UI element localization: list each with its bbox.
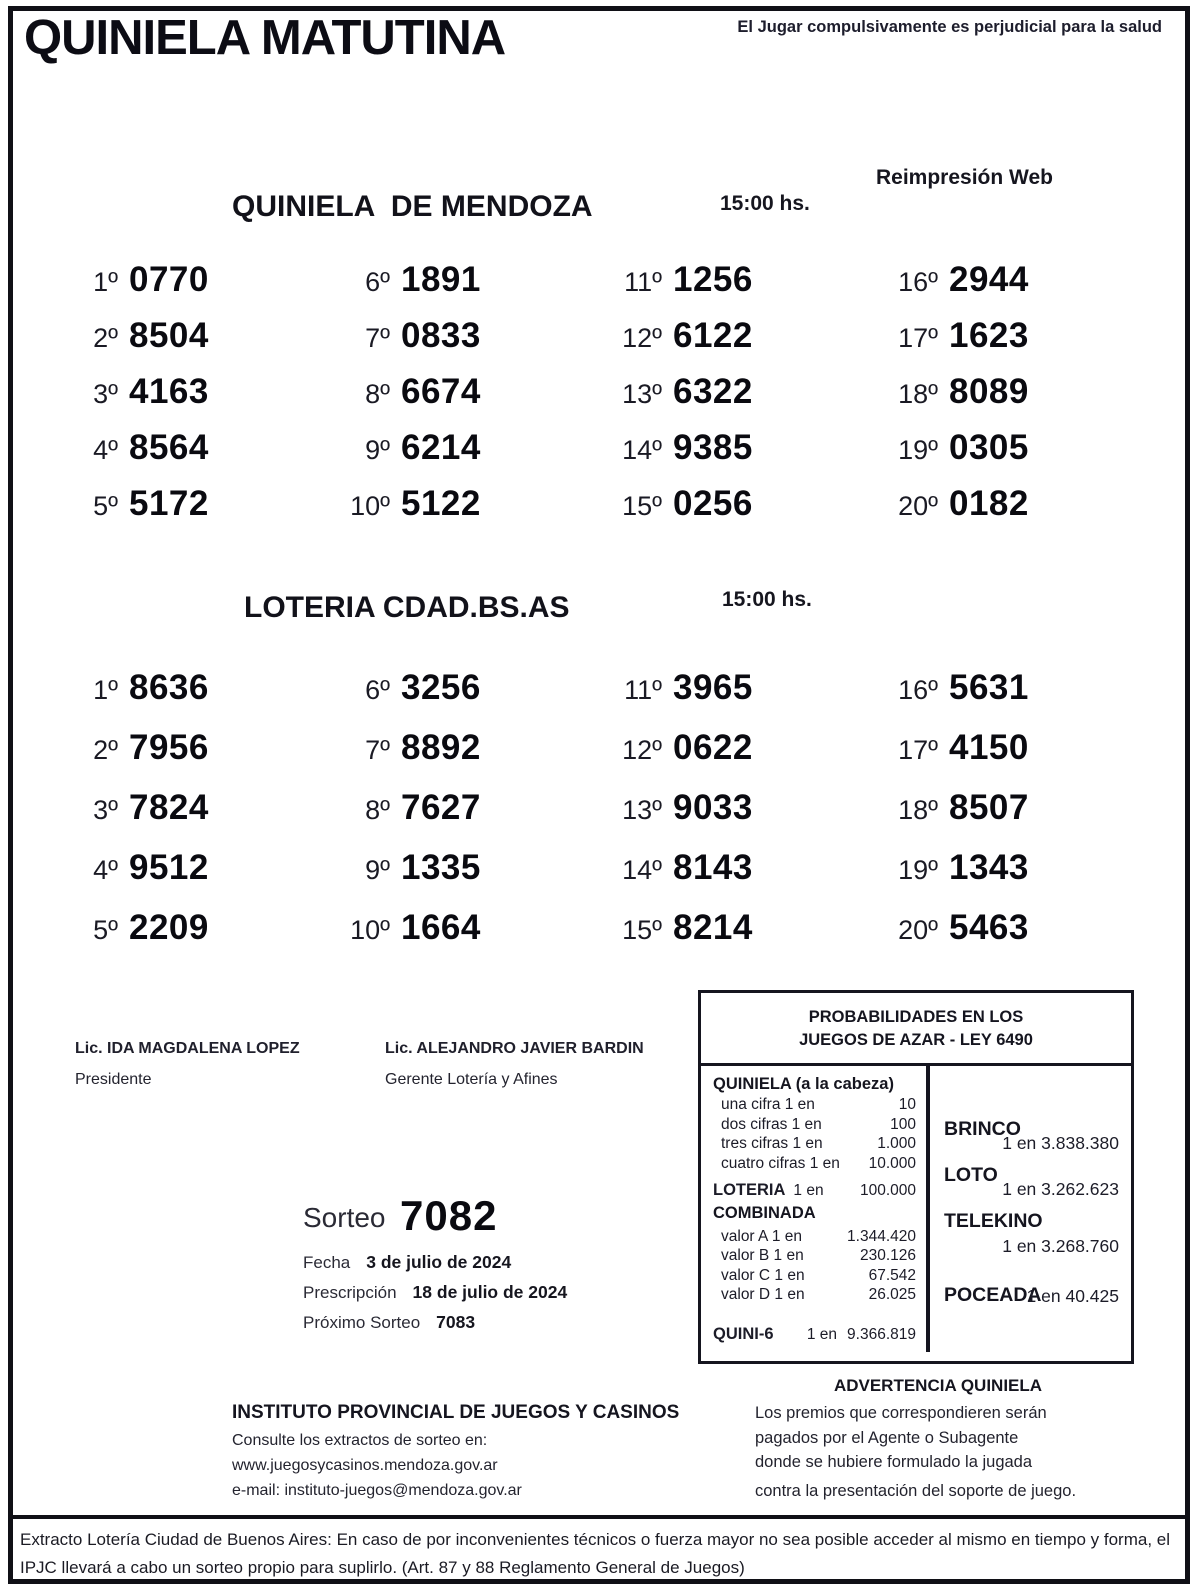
game-name: POCEADA: [944, 1284, 1042, 1306]
sorteo-proximo-row: [303, 1312, 567, 1342]
result-item: [62, 788, 334, 848]
result-position: 18º: [898, 795, 938, 825]
result-position: 16º: [898, 267, 938, 297]
quini6-odds-row: [713, 1325, 916, 1345]
result-item: [334, 260, 606, 316]
result-item: [606, 484, 882, 540]
result-number: 8564: [129, 428, 209, 467]
result-position: 20º: [898, 491, 938, 521]
result-position: 4º: [93, 855, 118, 885]
result-item: [882, 728, 1140, 788]
result-position: 2º: [93, 323, 118, 353]
odds-value: 67.542: [868, 1266, 916, 1284]
game-odds: 1 en 3.838.380: [1002, 1133, 1119, 1153]
results-column: [62, 668, 334, 968]
result-item: [882, 428, 1140, 484]
result-position: 12º: [622, 323, 662, 353]
result-position: 7º: [365, 323, 390, 353]
result-item: [62, 372, 334, 428]
result-position: 11º: [624, 267, 662, 297]
health-warning: El Jugar compulsivamente es perjudicial para la salud: [737, 18, 1162, 36]
result-number: 3965: [673, 668, 753, 707]
result-position: 6º: [365, 267, 390, 297]
advertencia-line: donde se hubiere formulado la jugada: [755, 1453, 1033, 1471]
result-position: 2º: [93, 735, 118, 765]
footer-divider: [8, 1515, 1190, 1519]
result-position: 9º: [365, 435, 390, 465]
results-column: [882, 668, 1140, 968]
result-number: 4163: [129, 372, 209, 411]
quini6-odds-value: 9.366.819: [847, 1325, 916, 1343]
result-item: [882, 848, 1140, 908]
sorteo-details: [303, 1252, 567, 1342]
odds-label: valor B 1 en: [721, 1247, 804, 1264]
result-number: 1891: [401, 260, 481, 299]
odds-value: 1.344.420: [847, 1227, 916, 1245]
loteria-odds-value: 100.000: [859, 1182, 916, 1199]
odds-value: 100: [890, 1115, 916, 1133]
draw-title-bsas: LOTERIA CDAD.BS.AS: [244, 591, 570, 624]
result-item: [334, 428, 606, 484]
sorteo-prescripcion-label: Prescripción: [303, 1283, 397, 1302]
results-column: [334, 668, 606, 968]
result-number: 1623: [949, 316, 1029, 355]
result-number: 6322: [673, 372, 753, 411]
quini6-odds-value-group: [797, 1325, 916, 1345]
odds-label: valor A 1 en: [721, 1227, 803, 1245]
result-number: 9033: [673, 788, 753, 827]
odds-label: valor D 1 en: [721, 1286, 805, 1303]
instituto-title: INSTITUTO PROVINCIAL DE JUEGOS Y CASINOS: [232, 1402, 680, 1423]
odds-row: [713, 1227, 916, 1247]
probabilities-body: [701, 1066, 1131, 1352]
result-position: 13º: [622, 795, 662, 825]
result-item: [606, 260, 882, 316]
result-number: 6674: [401, 372, 481, 411]
result-position: 5º: [93, 491, 118, 521]
odds-label: cuatro cifras 1 en: [721, 1154, 840, 1172]
result-number: 0305: [949, 428, 1029, 467]
result-item: [606, 728, 882, 788]
result-position: 6º: [365, 675, 390, 705]
draw-title-mendoza: QUINIELA DE MENDOZA: [232, 190, 593, 223]
odds-label: tres cifras 1 en: [721, 1135, 823, 1152]
result-item: [606, 908, 882, 968]
result-item: [606, 316, 882, 372]
result-item: [334, 668, 606, 728]
result-position: 4º: [93, 435, 118, 465]
result-position: 20º: [898, 915, 938, 945]
sorteo-label: Sorteo: [303, 1202, 386, 1233]
result-item: [62, 316, 334, 372]
sorteo-prescripcion-row: [303, 1282, 567, 1312]
result-item: [334, 908, 606, 968]
odds-label: dos cifras 1 en: [721, 1115, 822, 1133]
result-item: [882, 788, 1140, 848]
odds-row: [713, 1095, 916, 1115]
result-number: 0256: [673, 484, 753, 523]
official-manager: [385, 1040, 685, 1089]
result-position: 7º: [365, 735, 390, 765]
result-item: [606, 848, 882, 908]
result-item: [882, 668, 1140, 728]
quini6-odds-label: QUINI-6: [713, 1324, 774, 1343]
game-odds-loto: [944, 1164, 1119, 1210]
result-number: 8214: [673, 908, 753, 947]
game-odds: 1 en 3.262.623: [1002, 1179, 1119, 1199]
result-number: 8089: [949, 372, 1029, 411]
result-position: 3º: [93, 795, 118, 825]
result-number: 8892: [401, 728, 481, 767]
result-position: 17º: [898, 323, 938, 353]
result-number: 6214: [401, 428, 481, 467]
result-item: [62, 428, 334, 484]
advertencia-text: [755, 1401, 1135, 1503]
result-item: [62, 668, 334, 728]
result-item: [882, 484, 1140, 540]
prob-left-column: [701, 1066, 930, 1352]
result-number: 5463: [949, 908, 1029, 947]
web-reprint-label: Reimpresión Web: [876, 166, 1053, 189]
result-position: 15º: [622, 491, 662, 521]
result-position: 16º: [898, 675, 938, 705]
result-item: [334, 372, 606, 428]
game-odds-telekino: [944, 1210, 1119, 1268]
advertencia-line: contra la presentación del soporte de juego.: [755, 1481, 1077, 1500]
official-name: Lic. ALEJANDRO JAVIER BARDIN: [385, 1040, 644, 1057]
result-number: 3256: [401, 668, 481, 707]
official-role: Gerente Lotería y Afines: [385, 1071, 558, 1088]
result-item: [334, 484, 606, 540]
result-number: 1343: [949, 848, 1029, 887]
official-name: Lic. IDA MAGDALENA LOPEZ: [75, 1040, 300, 1057]
probabilities-title-line2: JUEGOS DE AZAR - LEY 6490: [799, 1031, 1033, 1049]
game-odds: 1 en 40.425: [1026, 1286, 1119, 1306]
result-item: [334, 316, 606, 372]
result-number: 4150: [949, 728, 1029, 767]
sorteo-proximo-label: Próximo Sorteo: [303, 1313, 421, 1332]
result-position: 15º: [622, 915, 662, 945]
odds-value: 10.000: [868, 1154, 916, 1172]
advertencia-line: pagados por el Agente o Subagente: [755, 1428, 1019, 1447]
draw-time-bsas: 15:00 hs.: [722, 588, 812, 611]
results-column: [606, 260, 882, 540]
result-number: 2209: [129, 908, 209, 947]
game-name: LOTO: [944, 1164, 998, 1186]
result-number: 9385: [673, 428, 753, 467]
result-position: 5º: [93, 915, 118, 945]
odds-value: 26.025: [868, 1286, 916, 1303]
sorteo-proximo-value: 7083: [436, 1312, 476, 1332]
result-number: 5631: [949, 668, 1029, 707]
probabilities-box: [698, 990, 1134, 1364]
result-position: 3º: [93, 379, 118, 409]
odds-row: [713, 1115, 916, 1135]
footer-disclaimer: Extracto Lotería Ciudad de Buenos Aires: En caso de por inconvenientes técnicos o fuerza mayor no sea posible acceder al mismo en tiempo y forma, el IPJC llevará a cabo un sorteo propio para suplirlo. (Art. 87 y 88 Reglamento General de Juegos): [20, 1530, 1171, 1577]
quini6-odds-mid: 1 en: [806, 1325, 838, 1343]
results-grid-mendoza: [62, 260, 1140, 540]
advertencia-title: ADVERTENCIA QUINIELA: [833, 1376, 1043, 1395]
result-position: 1º: [93, 267, 118, 297]
results-column: [606, 668, 882, 968]
prob-right-column: [930, 1066, 1131, 1352]
odds-label: valor C 1 en: [721, 1266, 805, 1284]
results-grid-bsas: [62, 668, 1140, 968]
sorteo-fecha-row: [303, 1252, 567, 1282]
result-item: [606, 372, 882, 428]
result-item: [606, 668, 882, 728]
result-item: [606, 428, 882, 484]
instituto-website: www.juegosycasinos.mendoza.gov.ar: [232, 1457, 498, 1474]
game-name: BRINCO: [944, 1118, 1021, 1140]
result-number: 5172: [129, 484, 209, 523]
result-item: [334, 728, 606, 788]
instituto-contact: [232, 1428, 522, 1503]
result-item: [882, 908, 1140, 968]
result-number: 0770: [129, 260, 209, 299]
result-position: 1º: [93, 675, 118, 705]
loteria-odds-label-group: [713, 1181, 824, 1201]
official-role: Presidente: [75, 1071, 152, 1088]
result-position: 8º: [365, 379, 390, 409]
result-position: 11º: [624, 675, 662, 705]
result-position: 8º: [365, 795, 390, 825]
combinada-odds-title: COMBINADA: [713, 1203, 816, 1222]
quiniela-odds-title: QUINIELA (a la cabeza): [713, 1075, 894, 1093]
page-title: QUINIELA MATUTINA: [24, 11, 506, 65]
result-item: [62, 908, 334, 968]
result-position: 17º: [898, 735, 938, 765]
loteria-odds-label: LOTERIA: [713, 1181, 786, 1199]
result-number: 2944: [949, 260, 1029, 299]
result-number: 5122: [401, 484, 481, 523]
sorteo-fecha-label: Fecha: [303, 1253, 351, 1272]
probabilities-title-line1: PROBABILIDADES EN LOS: [808, 1008, 1024, 1026]
result-item: [606, 788, 882, 848]
result-number: 9512: [129, 848, 209, 887]
sorteo-prescripcion-value: 18 de julio de 2024: [412, 1282, 568, 1302]
result-item: [334, 788, 606, 848]
result-item: [62, 260, 334, 316]
instituto-consult-line: Consulte los extractos de sorteo en:: [232, 1432, 488, 1449]
result-number: 0622: [673, 728, 753, 767]
odds-row: [713, 1134, 916, 1154]
result-number: 6122: [673, 316, 753, 355]
result-position: 18º: [898, 379, 938, 409]
result-position: 19º: [898, 435, 938, 465]
result-number: 1335: [401, 848, 481, 887]
game-odds-poceada: [944, 1284, 1119, 1314]
result-position: 14º: [622, 435, 662, 465]
result-position: 14º: [622, 855, 662, 885]
game-name: TELEKINO: [944, 1210, 1043, 1232]
result-number: 8507: [949, 788, 1029, 827]
instituto-email: e-mail: instituto-juegos@mendoza.gov.ar: [232, 1482, 522, 1499]
result-item: [62, 728, 334, 788]
draw-time-mendoza: 15:00 hs.: [720, 192, 810, 215]
result-item: [62, 484, 334, 540]
result-position: 10º: [350, 915, 390, 945]
result-number: 0833: [401, 316, 481, 355]
result-position: 9º: [365, 855, 390, 885]
result-number: 8636: [129, 668, 209, 707]
result-item: [62, 848, 334, 908]
odds-row: [713, 1285, 916, 1305]
odds-row: [713, 1246, 916, 1266]
result-number: 7824: [129, 788, 209, 827]
result-item: [882, 372, 1140, 428]
loteria-odds-row: [713, 1181, 916, 1201]
results-column: [334, 260, 606, 540]
result-number: 8143: [673, 848, 753, 887]
result-item: [882, 316, 1140, 372]
odds-label: una cifra 1 en: [721, 1096, 815, 1113]
result-number: 1256: [673, 260, 753, 299]
probabilities-title: [701, 993, 1131, 1066]
advertencia-line: Los premios que correspondieren serán: [755, 1404, 1047, 1422]
odds-value: 1.000: [877, 1135, 916, 1152]
result-position: 12º: [622, 735, 662, 765]
result-position: 19º: [898, 855, 938, 885]
result-item: [882, 260, 1140, 316]
odds-row: [713, 1266, 916, 1286]
result-number: 0182: [949, 484, 1029, 523]
results-column: [882, 260, 1140, 540]
official-president: [75, 1040, 375, 1089]
game-odds: 1 en 3.268.760: [1002, 1236, 1119, 1256]
result-number: 1664: [401, 908, 481, 947]
results-column: [62, 260, 334, 540]
odds-value: 230.126: [859, 1247, 916, 1264]
sorteo-fecha-value: 3 de julio de 2024: [366, 1252, 512, 1272]
result-number: 7956: [129, 728, 209, 767]
result-number: 7627: [401, 788, 481, 827]
result-position: 10º: [350, 491, 390, 521]
sorteo-number: 7082: [400, 1192, 498, 1239]
odds-value: 10: [898, 1096, 916, 1113]
result-number: 8504: [129, 316, 209, 355]
result-position: 13º: [622, 379, 662, 409]
loteria-odds-mid: 1 en: [793, 1182, 824, 1199]
game-odds-brinco: [944, 1118, 1119, 1164]
odds-row: [713, 1154, 916, 1174]
result-item: [334, 848, 606, 908]
